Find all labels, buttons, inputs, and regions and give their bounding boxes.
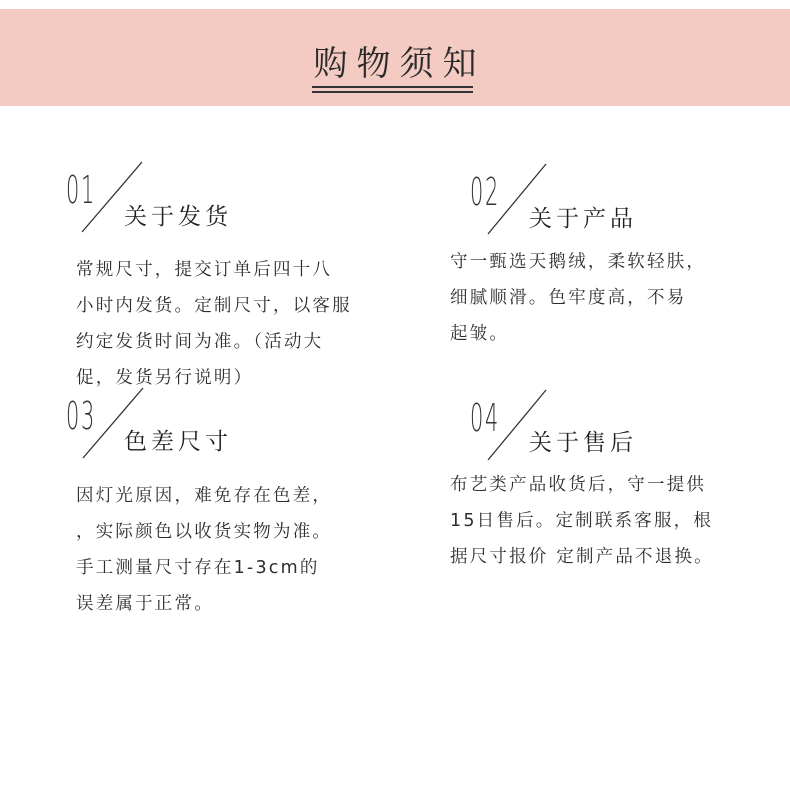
body-line: 15日售后。定制联系客服，根 (450, 511, 714, 531)
body-line: 据尺寸报价 定制产品不退换。 (450, 547, 714, 567)
body-line: 布艺类产品收货后，守一提供 (450, 475, 707, 495)
section-title-color-size: 色差尺寸 (124, 429, 232, 455)
body-line: 约定发货时间为准。（活动大 (76, 332, 324, 352)
section-title-after-sales: 关于售后 (529, 430, 637, 456)
title-underline-double (312, 91, 473, 93)
section-number-02: 02 (470, 170, 500, 214)
section-number-01: 01 (66, 168, 96, 212)
body-line: 常规尺寸，提交订单后四十八 (76, 260, 333, 280)
section-title-product: 关于产品 (529, 206, 637, 232)
body-line: 小时内发货。定制尺寸，以客服 (76, 296, 352, 316)
section-body-shipping (76, 252, 352, 396)
body-line: 手工测量尺寸存在1-3cm的 (76, 558, 320, 578)
title-underline (312, 86, 473, 88)
section-title-shipping: 关于发货 (124, 204, 232, 230)
section-body-color-size (76, 478, 332, 622)
page-title: 购物须知 (313, 44, 486, 84)
body-line: 误差属于正常。 (76, 594, 214, 614)
section-number-04: 04 (470, 396, 500, 440)
body-line: 因灯光原因，难免存在色差， (76, 486, 333, 506)
body-line: 起皱。 (450, 324, 510, 344)
body-line: 促，发货另行说明） (76, 368, 254, 388)
body-line: ，实际颜色以收货实物为准。 (76, 522, 333, 542)
body-line: 细腻顺滑。色牢度高，不易 (450, 288, 687, 308)
section-body-product (450, 244, 706, 352)
body-line: 守一甄选天鹅绒，柔软轻肤， (450, 252, 707, 272)
section-body-after-sales (450, 467, 714, 575)
section-number-03: 03 (66, 394, 96, 438)
